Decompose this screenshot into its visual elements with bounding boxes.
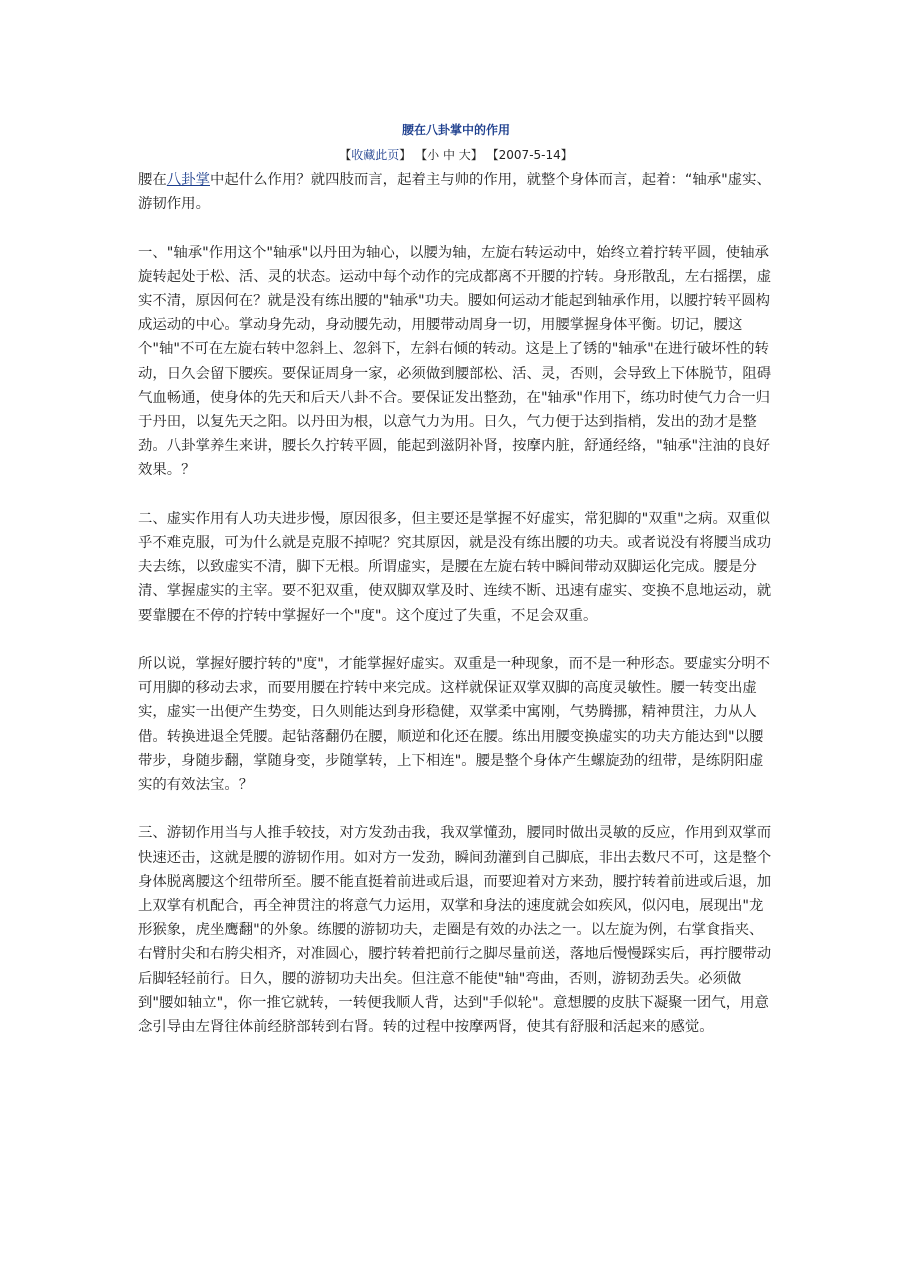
size-bracket-open: 【 bbox=[415, 148, 428, 162]
paragraph-flexibility: 三、游韧作用当与人推手较技，对方发劲击我，我双掌懂劲，腰同时做出灵敏的反应，作用到双掌而快速还击，这就是腰的游韧作用。如对方一发劲，瞬间劲灌到自己脚底，非出去数尺不可，这是整个身体脱离腰这个纽带所至。腰不能直挺着前进或后退，而要迎着对方来劲，腰拧转着前进或后退，加上双掌有机配合，再全神贯注的将意气力运用，双掌和身法的速度就会如疾风，似闪电，展现出"龙形猴象，虎坐鹰翻"的外象。练腰的游韧功夫，走圈是有效的办法之一。以左旋为例，右掌食指夹、右臂肘尖和右胯尖相齐，对准圆心，腰拧转着把前行之脚尽量前送，落地后慢慢踩实后，再拧腰带动后脚轻轻前行。日久，腰的游韧功夫出矣。但注意不能使"轴"弯曲，否则，游韧劲丢失。必须做到"腰如轴立"，你一推它就转，一转便我顺人背，达到"手似轮"。意想腰的皮肤下凝聚一团气，用意念引导由左肾往体前经脐部转到右肾。转的过程中按摩两肾，使其有舒服和活起来的感觉。 bbox=[138, 825, 772, 1036]
paragraph-empty-full: 二、虚实作用有人功夫进步慢，原因很多，但主要还是掌握不好虚实，常犯脚的"双重"之病。双重似乎不难克服，可为什么就是克服不掉呢？究其原因，就是没有练出腰的功夫。或者说没有将腰当成功夫去练，以致虚实不清，脚下无根。所谓虚实，是腰在左旋右转中瞬间带动双脚运化完成。腰是分清、掌握虚实的主宰。要不犯双重，使双脚双掌及时、连续不断、迅速有虚实、变换不息地运动，就要靠腰在不停的拧转中掌握好一个"度"。这个度过了失重，不足会双重。 bbox=[138, 510, 772, 624]
size-bracket-close: 】 bbox=[470, 148, 483, 162]
publish-date: 【2007-5-14】 bbox=[486, 148, 573, 162]
font-size-small-link[interactable]: 小 bbox=[427, 148, 440, 162]
paragraph-bearing: 一、"轴承"作用这个"轴承"以丹田为轴心，以腰为轴，左旋右转运动中，始终立着拧转平圆，使轴承旋转起处于松、活、灵的状态。运动中每个动作的完成都离不开腰的拧转。身形散乱，左右摇摆，虚实不清，原因何在？就是没有练出腰的"轴承"功夫。腰如何运动才能起到轴承作用，以腰拧转平圆构成运动的中心。掌动身先动，身动腰先动，用腰带动周身一切，用腰掌握身体平衡。切记，腰这个"轴"不可在左旋右转中忽斜上、忽斜下，左斜右倾的转动。这是上了锈的"轴承"在进行破坏性的转动，日久会留下腰疾。要保证周身一家，必须做到腰部松、活、灵，否则，会导致上下体脱节，阻碍气血畅通，使身体的先天和后天八卦不合。要保证发出整劲，在"轴承"作用下，练功时使气力合一归于丹田，以复先天之阳。以丹田为根，以意气力为用。日久，气力便于达到指梢，发出的劲才是整劲。八卦掌养生来讲，腰长久拧转平圆，能起到滋阴补肾，按摩内脏，舒通经络，"轴承"注油的良好效果。？ bbox=[138, 244, 772, 479]
intro-paragraph bbox=[138, 168, 774, 216]
article bbox=[138, 118, 774, 1063]
favorite-link[interactable]: 收藏此页 bbox=[351, 148, 400, 162]
baguazhang-link[interactable]: 八卦掌 bbox=[166, 172, 210, 188]
font-size-selector bbox=[415, 148, 487, 162]
paragraph-degree: 所以说，掌握好腰拧转的"度"，才能掌握好虚实。双重是一种现象，而不是一种形态。要虚实分明不可用脚的移动去求，而要用腰在拧转中来完成。这样就保证双掌双脚的高度灵敏性。腰一转变出虚实，虚实一出便产生势变，日久则能达到身形稳健，双掌柔中寓刚，气势腾挪，精神贯注，力从人借。转换进退全凭腰。起钻落翻仍在腰，顺逆和化还在腰。练出用腰变换虚实的功夫方能达到"以腰带步，身随步翻，掌随身变，步随掌转，上下相连"。腰是整个身体产生螺旋劲的纽带，是练阴阳虚实的有效法宝。？ bbox=[138, 656, 771, 794]
article-title: 腰在八卦掌中的作用 bbox=[401, 123, 510, 137]
intro-before-link: 腰在 bbox=[138, 172, 167, 188]
bracket-open: 【 bbox=[339, 148, 352, 162]
font-size-medium-link[interactable]: 中 bbox=[442, 148, 455, 162]
article-meta bbox=[138, 142, 774, 168]
article-body bbox=[138, 168, 774, 1039]
intro-after-link: 中起什么作用？就四肢而言，起着主与帅的作用，就整个身体而言，起着：“轴承"虚实、游韧作用。 bbox=[138, 172, 771, 213]
font-size-large-link[interactable]: 大 bbox=[458, 148, 471, 162]
bracket-close: 】 bbox=[399, 148, 412, 162]
